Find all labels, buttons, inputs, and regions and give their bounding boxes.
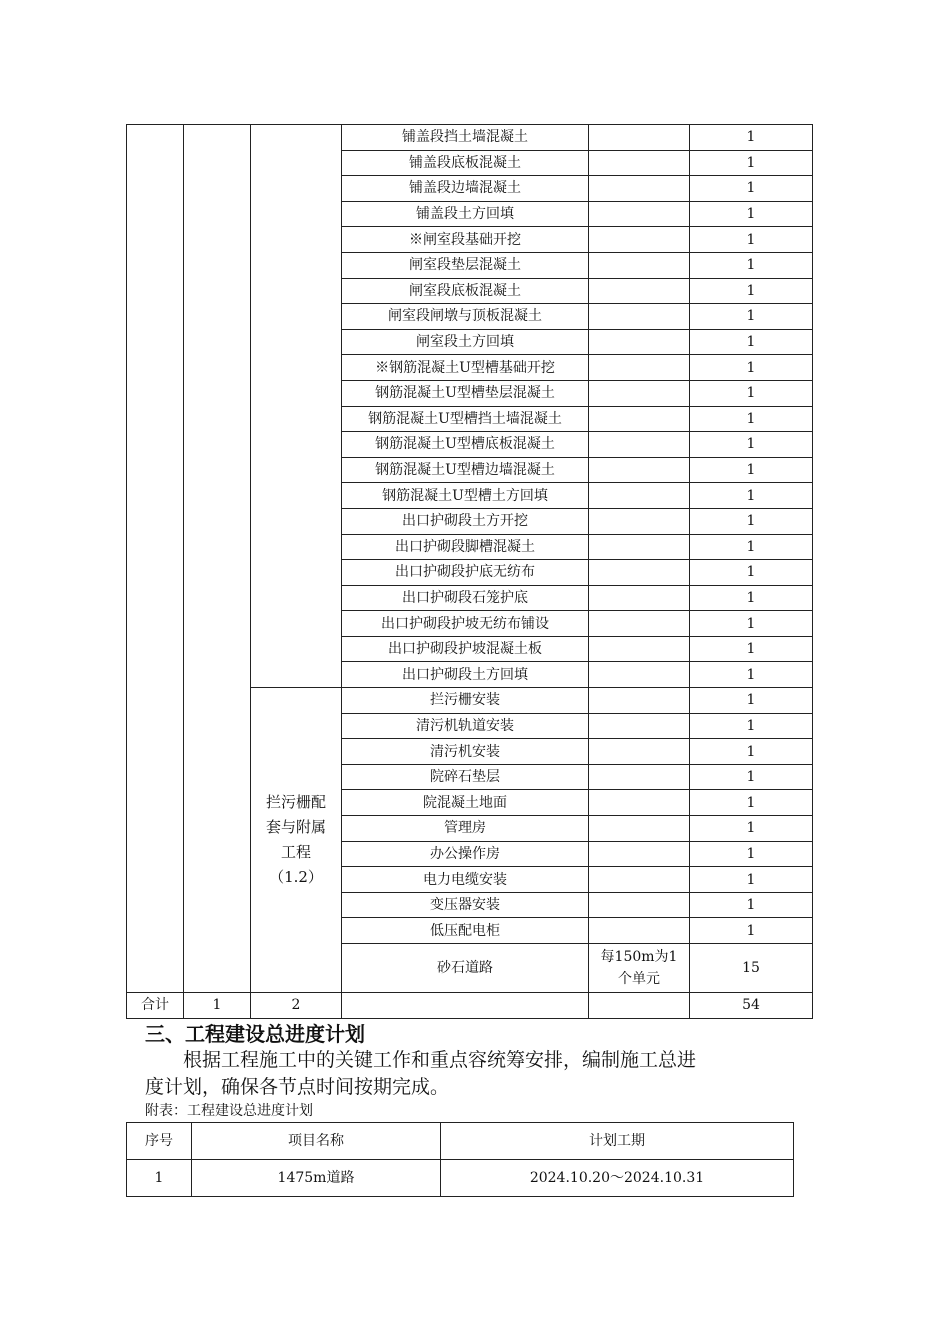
item-unit [589,329,690,355]
item-name: 出口护砌段土方回填 [342,662,589,688]
item-unit [589,150,690,176]
item-unit [589,457,690,483]
item-name: ※闸室段基础开挖 [342,227,589,253]
item-count: 1 [690,764,813,790]
item-unit [589,508,690,534]
item-name: 清污机安装 [342,739,589,765]
item-name: 清污机轨道安装 [342,713,589,739]
unit-breakdown-table [126,124,813,1019]
item-unit [589,278,690,304]
item-count: 1 [690,713,813,739]
schedule-row [127,1160,794,1197]
item-count: 1 [690,892,813,918]
item-count: 1 [690,355,813,381]
item-count: 1 [690,739,813,765]
header-project-name: 项目名称 [192,1123,441,1160]
row-no: 1 [127,1160,192,1197]
unit-line: 个单元 [618,971,660,987]
item-name: 闸室段底板混凝土 [342,278,589,304]
item-unit [589,662,690,688]
header-planned-period: 计划工期 [441,1123,794,1160]
item-name: 铺盖段土方回填 [342,201,589,227]
schedule-table [126,1122,794,1197]
subproject-name-line: 拦污栅配 [265,793,326,812]
item-unit [589,739,690,765]
total-sum: 54 [690,993,813,1019]
item-unit [589,867,690,893]
item-count: 1 [690,816,813,842]
item-unit [589,176,690,202]
item-unit [589,713,690,739]
item-count: 1 [690,432,813,458]
total-col3: 2 [251,993,342,1019]
item-name: 钢筋混凝土U型槽挡土墙混凝土 [342,406,589,432]
item-unit [589,534,690,560]
item-name: 电力电缆安装 [342,867,589,893]
total-label: 合计 [127,993,184,1019]
item-unit [589,764,690,790]
item-name: 砂石道路 [342,944,589,993]
item-count: 1 [690,227,813,253]
item-name: 闸室段垫层混凝土 [342,252,589,278]
item-unit [589,355,690,381]
item-name: 出口护砌段护坡无纺布铺设 [342,611,589,637]
item-unit [589,304,690,330]
unit-line: 每150m为1 [600,949,678,965]
item-name: 办公操作房 [342,841,589,867]
item-count: 1 [690,457,813,483]
item-name: 铺盖段底板混凝土 [342,150,589,176]
item-count: 1 [690,611,813,637]
subproject-name-line: 套与附属 [265,818,326,837]
item-name: 低压配电柜 [342,918,589,944]
item-unit [589,918,690,944]
item-name: ※钢筋混凝土U型槽基础开挖 [342,355,589,381]
item-unit [589,611,690,637]
item-name: 闸室段土方回填 [342,329,589,355]
item-count: 1 [690,688,813,714]
item-unit [589,585,690,611]
row-planned-period: 2024.10.20～2024.10.31 [441,1160,794,1197]
item-count: 1 [690,662,813,688]
item-unit [589,790,690,816]
item-count: 1 [690,304,813,330]
item-count: 1 [690,380,813,406]
item-name: 出口护砌段护底无纺布 [342,560,589,586]
item-count: 1 [690,560,813,586]
header-no: 序号 [127,1123,192,1160]
item-count: 1 [690,585,813,611]
item-unit [589,125,690,151]
item-name: 出口护砌段护坡混凝土板 [342,636,589,662]
total-col2: 1 [184,993,251,1019]
item-count: 15 [690,944,813,993]
table-row [127,125,813,151]
item-name: 出口护砌段土方开挖 [342,508,589,534]
row-project-name: 1475m道路 [192,1160,441,1197]
item-name: 变压器安装 [342,892,589,918]
item-count: 1 [690,201,813,227]
item-count: 1 [690,125,813,151]
subproject-name-cell [251,688,342,993]
total-row [127,993,813,1019]
item-name: 钢筋混凝土U型槽底板混凝土 [342,432,589,458]
item-count: 1 [690,508,813,534]
schedule-header-row [127,1123,794,1160]
item-name: 出口护砌段石笼护底 [342,585,589,611]
subproject-cell [251,125,342,688]
item-unit [589,380,690,406]
item-name: 出口护砌段脚槽混凝土 [342,534,589,560]
subproject-name-line: （1.2） [269,868,323,887]
item-unit [589,892,690,918]
item-unit [589,406,690,432]
paragraph-line-2: 度计划，确保各节点时间按期完成。 [145,1076,450,1098]
item-name: 铺盖段边墙混凝土 [342,176,589,202]
paragraph-line-1: 根据工程施工中的关键工作和重点容统筹安排，编制施工总进 [183,1049,697,1071]
item-name: 钢筋混凝土U型槽土方回填 [342,483,589,509]
item-count: 1 [690,176,813,202]
item-unit [589,688,690,714]
item-name: 院碎石垫层 [342,764,589,790]
item-unit [589,816,690,842]
item-count: 1 [690,278,813,304]
item-name: 闸室段闸墩与顶板混凝土 [342,304,589,330]
unit-project-cell [184,125,251,993]
item-unit [589,252,690,278]
item-count: 1 [690,150,813,176]
appendix-caption: 附表：工程建设总进度计划 [145,1103,313,1119]
item-name: 院混凝土地面 [342,790,589,816]
item-count: 1 [690,918,813,944]
item-unit [589,227,690,253]
item-count: 1 [690,252,813,278]
item-name: 管理房 [342,816,589,842]
item-count: 1 [690,534,813,560]
item-count: 1 [690,790,813,816]
item-count: 1 [690,483,813,509]
item-unit [589,483,690,509]
item-name: 拦污栅安装 [342,688,589,714]
subproject-name-line: 工程 [280,843,311,862]
item-count: 1 [690,867,813,893]
section-heading: 三、工程建设总进度计划 [145,1022,365,1046]
item-count: 1 [690,329,813,355]
item-count: 1 [690,841,813,867]
item-unit [589,944,690,993]
item-unit [589,560,690,586]
item-unit [589,432,690,458]
total-unit [589,993,690,1019]
item-unit [589,636,690,662]
total-item-name [342,993,589,1019]
item-name: 钢筋混凝土U型槽边墙混凝土 [342,457,589,483]
item-count: 1 [690,406,813,432]
item-name: 铺盖段挡土墙混凝土 [342,125,589,151]
seq-cell [127,125,184,993]
item-unit [589,201,690,227]
item-count: 1 [690,636,813,662]
item-name: 钢筋混凝土U型槽垫层混凝土 [342,380,589,406]
item-unit [589,841,690,867]
